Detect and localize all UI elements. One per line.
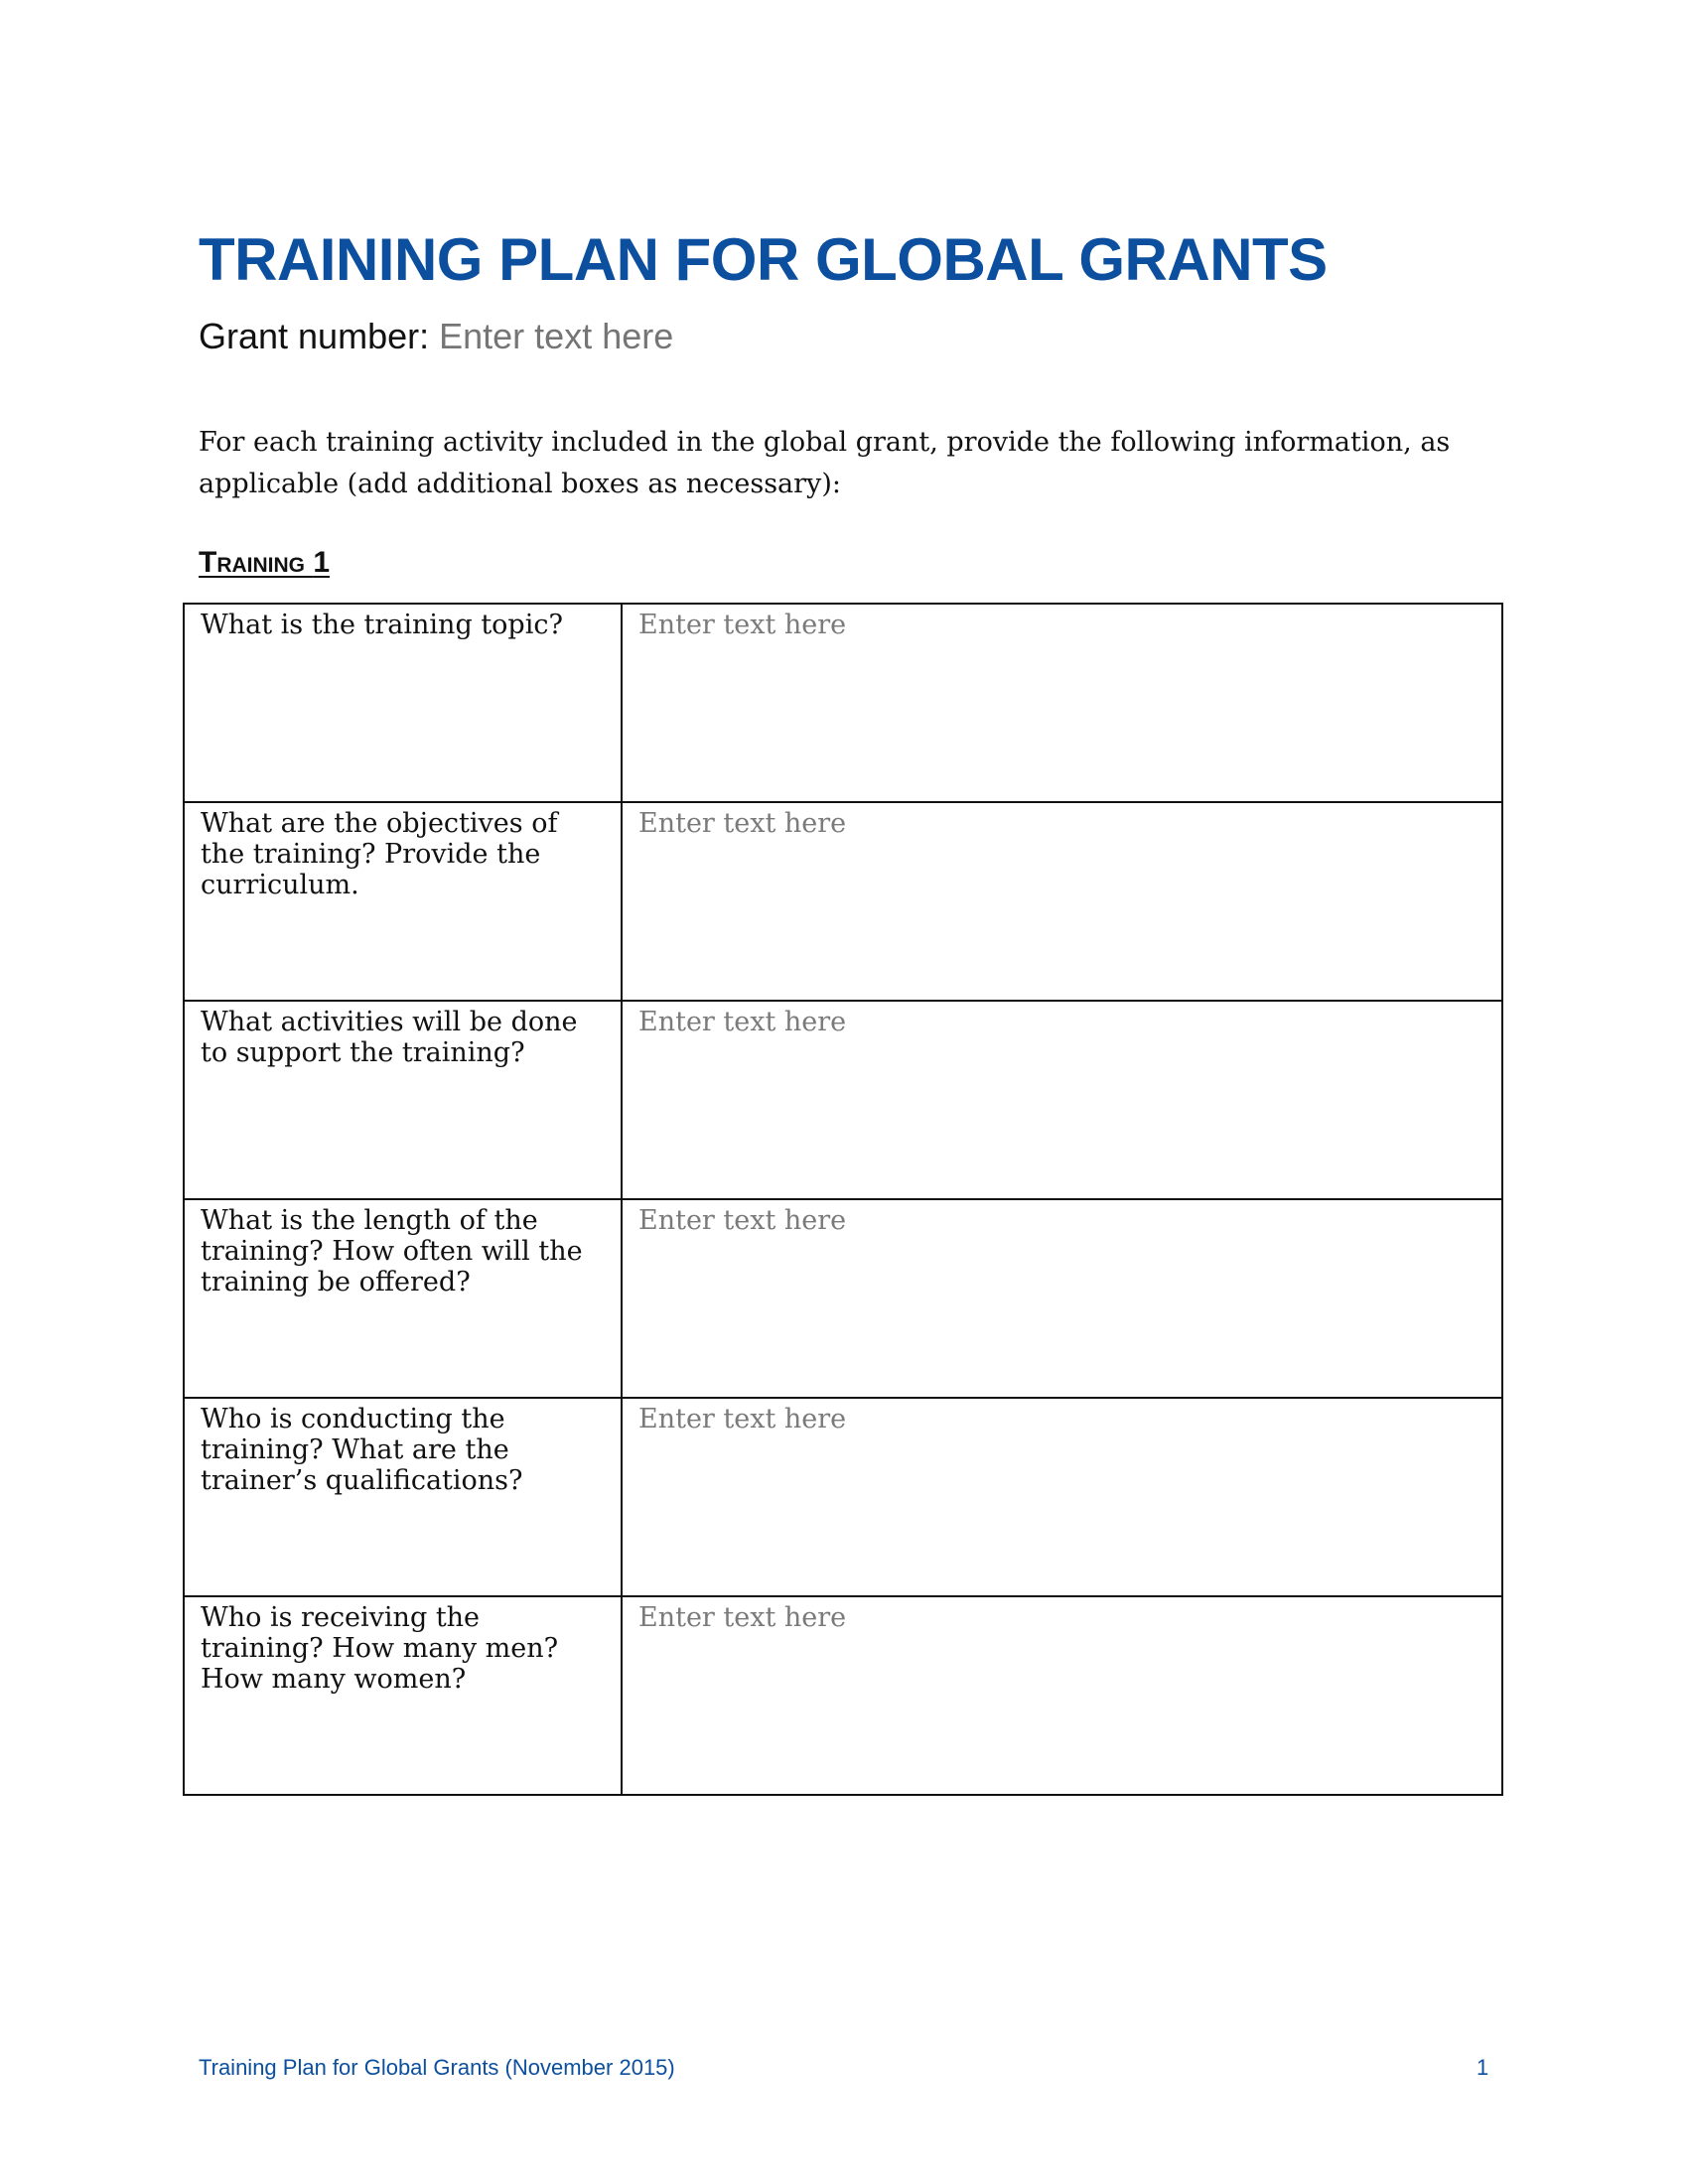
table-row <box>184 1199 1502 1398</box>
page-title: TRAINING PLAN FOR GLOBAL GRANTS <box>199 226 1328 293</box>
answer-field-objectives[interactable] <box>638 808 1485 992</box>
grant-number-label: Grant number: <box>199 316 430 356</box>
answer-field-recipients[interactable] <box>638 1602 1485 1786</box>
instructions-text: For each training activity included in the global grant, provide the following information, as applicable (add additional boxes as necessary): <box>199 427 1451 499</box>
question-cell: What is the length of the training? How often will the training be offered? <box>184 1199 622 1398</box>
question-cell: What activities will be done to support the training? <box>184 1001 622 1199</box>
answer-cell <box>622 1199 1502 1398</box>
question-cell: Who is conducting the training? What are the trainer’s qualifications? <box>184 1398 622 1596</box>
answer-field-activities[interactable] <box>638 1007 1485 1190</box>
answer-cell <box>622 1398 1502 1596</box>
table-row <box>184 802 1502 1001</box>
answer-cell <box>622 802 1502 1001</box>
section-heading-label: Training <box>199 546 305 579</box>
answer-field-topic[interactable] <box>638 610 1485 793</box>
page-number: 1 <box>1477 2055 1489 2080</box>
answer-cell <box>622 1001 1502 1199</box>
section-heading-number: 1 <box>313 546 331 579</box>
question-cell: What are the objectives of the training? Provide the curriculum. <box>184 802 622 1001</box>
grant-number-line <box>199 316 697 357</box>
training-form-table <box>183 603 1503 1796</box>
table-row <box>184 1596 1502 1795</box>
question-cell: Who is receiving the training? How many men? How many women? <box>184 1596 622 1795</box>
question-cell: What is the training topic? <box>184 604 622 802</box>
grant-number-field[interactable] <box>439 316 697 357</box>
table-row <box>184 1398 1502 1596</box>
answer-cell <box>622 604 1502 802</box>
table-row <box>184 604 1502 802</box>
answer-field-trainer[interactable] <box>638 1404 1485 1587</box>
answer-cell <box>622 1596 1502 1795</box>
section-heading-training-1 <box>199 548 330 578</box>
table-row <box>184 1001 1502 1199</box>
footer-text: Training Plan for Global Grants (November 2015) <box>199 2055 675 2080</box>
answer-field-length[interactable] <box>638 1205 1485 1389</box>
